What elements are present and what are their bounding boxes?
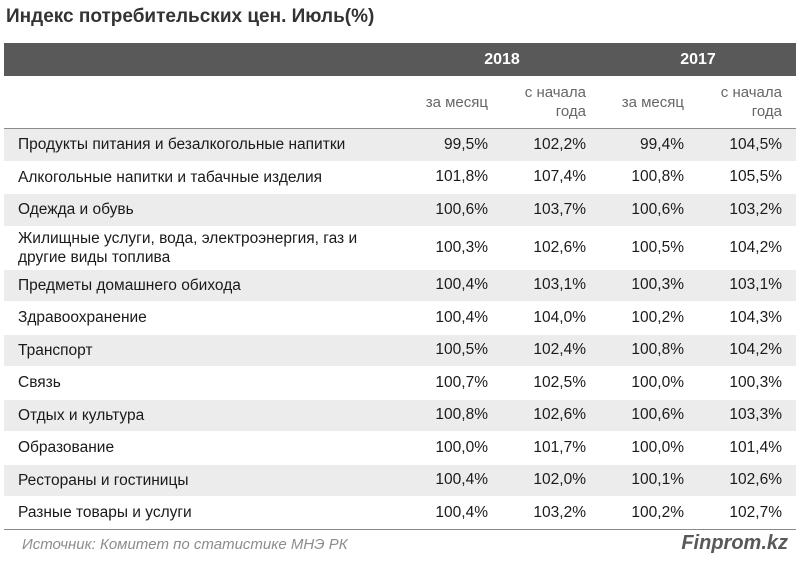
value-cell: 102,2% <box>502 129 600 162</box>
category-name: Разные товары и услуги <box>4 497 404 530</box>
value-cell: 103,7% <box>502 194 600 227</box>
category-name: Одежда и обувь <box>4 194 404 227</box>
value-cell: 102,5% <box>502 367 600 400</box>
table-row <box>4 269 796 302</box>
table-row <box>4 194 796 227</box>
value-cell: 100,0% <box>404 432 502 465</box>
value-cell: 100,8% <box>600 161 698 194</box>
subheader: с начала года <box>502 76 600 129</box>
value-cell: 100,3% <box>698 367 796 400</box>
value-cell: 100,7% <box>404 367 502 400</box>
category-name: Отдых и культура <box>4 399 404 432</box>
value-cell: 102,6% <box>502 226 600 269</box>
category-name: Жилищные услуги, вода, электроэнергия, газ и другие виды топлива <box>4 226 404 269</box>
value-cell: 103,3% <box>698 399 796 432</box>
table-row <box>4 334 796 367</box>
table-row <box>4 302 796 335</box>
table-row <box>4 367 796 400</box>
category-name: Образование <box>4 432 404 465</box>
category-name: Здравоохранение <box>4 302 404 335</box>
subheader: за месяц <box>600 76 698 129</box>
value-cell: 100,6% <box>600 399 698 432</box>
value-cell: 102,4% <box>502 334 600 367</box>
category-name: Транспорт <box>4 334 404 367</box>
value-cell: 101,4% <box>698 432 796 465</box>
subheader-blank <box>4 76 404 129</box>
value-cell: 100,2% <box>600 497 698 530</box>
category-name: Рестораны и гостиницы <box>4 464 404 497</box>
value-cell: 100,4% <box>404 302 502 335</box>
value-cell: 100,6% <box>404 194 502 227</box>
subheader: с начала года <box>698 76 796 129</box>
category-name: Предметы домашнего обихода <box>4 269 404 302</box>
category-name: Связь <box>4 367 404 400</box>
table-row <box>4 226 796 269</box>
value-cell: 100,3% <box>600 269 698 302</box>
value-cell: 100,5% <box>600 226 698 269</box>
year-header-row <box>4 43 796 76</box>
value-cell: 101,8% <box>404 161 502 194</box>
value-cell: 104,0% <box>502 302 600 335</box>
value-cell: 100,8% <box>600 334 698 367</box>
value-cell: 100,2% <box>600 302 698 335</box>
category-name: Алкогольные напитки и табачные изделия <box>4 161 404 194</box>
value-cell: 100,0% <box>600 367 698 400</box>
value-cell: 100,8% <box>404 399 502 432</box>
value-cell: 100,5% <box>404 334 502 367</box>
value-cell: 99,5% <box>404 129 502 162</box>
value-cell: 104,5% <box>698 129 796 162</box>
table-row <box>4 464 796 497</box>
table-row <box>4 497 796 530</box>
value-cell: 101,7% <box>502 432 600 465</box>
table-row <box>4 161 796 194</box>
table-row <box>4 399 796 432</box>
table-row <box>4 432 796 465</box>
value-cell: 104,2% <box>698 334 796 367</box>
value-cell: 104,3% <box>698 302 796 335</box>
value-cell: 103,1% <box>698 269 796 302</box>
value-cell: 100,4% <box>404 464 502 497</box>
subheader-row <box>4 76 796 129</box>
source-note: Источник: Комитет по статистике МНЭ РК <box>22 536 348 553</box>
value-cell: 100,4% <box>404 269 502 302</box>
value-cell: 100,4% <box>404 497 502 530</box>
value-cell: 104,2% <box>698 226 796 269</box>
table-row <box>4 129 796 162</box>
value-cell: 105,5% <box>698 161 796 194</box>
value-cell: 100,3% <box>404 226 502 269</box>
year-header: 2018 <box>404 43 600 76</box>
value-cell: 103,1% <box>502 269 600 302</box>
value-cell: 102,6% <box>698 464 796 497</box>
category-name: Продукты питания и безалкогольные напитки <box>4 129 404 162</box>
value-cell: 100,0% <box>600 432 698 465</box>
value-cell: 103,2% <box>698 194 796 227</box>
value-cell: 102,6% <box>502 399 600 432</box>
header-blank <box>4 43 404 76</box>
page-title: Индекс потребительских цен. Июль(%) <box>6 6 375 27</box>
value-cell: 103,2% <box>502 497 600 530</box>
value-cell: 107,4% <box>502 161 600 194</box>
value-cell: 100,6% <box>600 194 698 227</box>
brand-logo: Finprom.kz <box>681 532 788 554</box>
value-cell: 102,7% <box>698 497 796 530</box>
value-cell: 99,4% <box>600 129 698 162</box>
year-header: 2017 <box>600 43 796 76</box>
subheader: за месяц <box>404 76 502 129</box>
value-cell: 100,1% <box>600 464 698 497</box>
value-cell: 102,0% <box>502 464 600 497</box>
cpi-table <box>4 43 796 530</box>
